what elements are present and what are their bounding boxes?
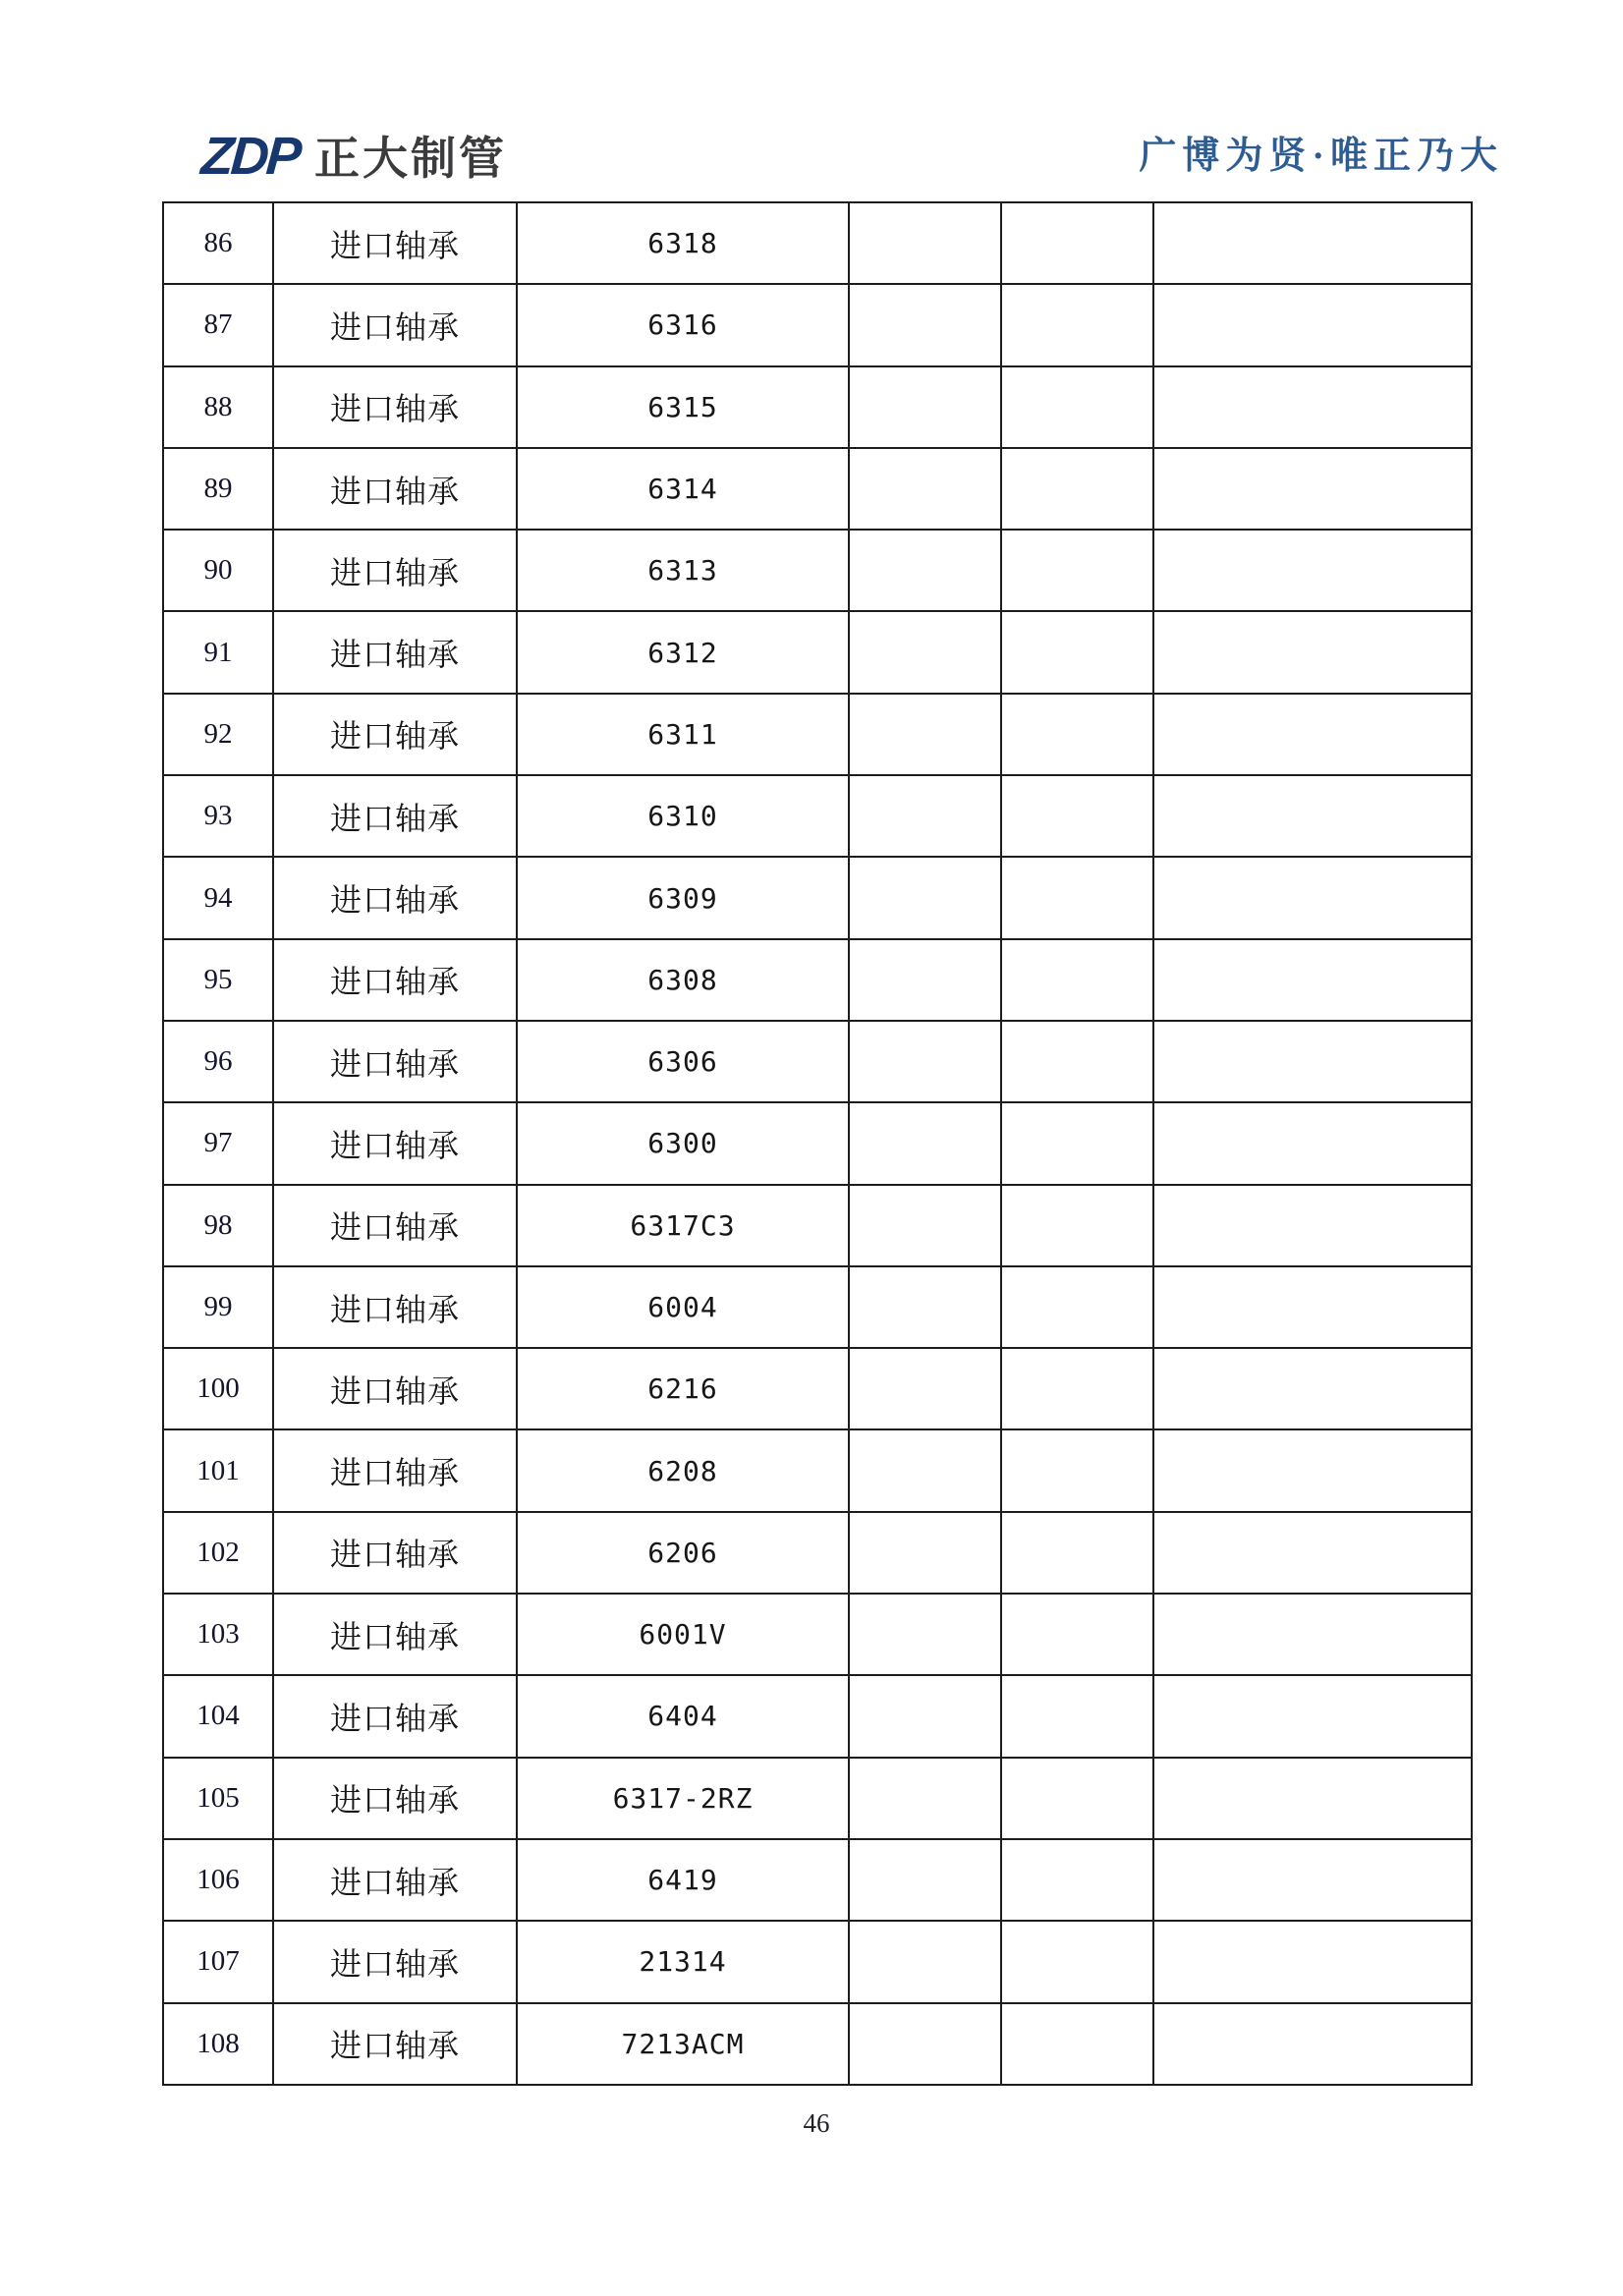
empty-cell: [849, 284, 1001, 365]
table-row: [163, 1512, 1472, 1594]
item-name-cell: 进口轴承: [273, 448, 517, 530]
row-index-cell: 97: [163, 1102, 273, 1184]
row-index-cell: 103: [163, 1594, 273, 1675]
table-row: [163, 202, 1472, 284]
item-name-cell: 进口轴承: [273, 1266, 517, 1348]
empty-cell: [849, 1185, 1001, 1266]
empty-cell: [1001, 1102, 1153, 1184]
empty-cell: [1153, 284, 1472, 365]
row-index-cell: 90: [163, 530, 273, 611]
table-row: [163, 1102, 1472, 1184]
empty-cell: [1001, 1185, 1153, 1266]
empty-cell: [1001, 775, 1153, 857]
model-number-cell: 6315: [517, 366, 849, 448]
model-number-cell: 6309: [517, 857, 849, 938]
item-name-cell: 进口轴承: [273, 1102, 517, 1184]
empty-cell: [1153, 857, 1472, 938]
empty-cell: [1001, 366, 1153, 448]
empty-cell: [1001, 857, 1153, 938]
empty-cell: [1001, 1921, 1153, 2002]
empty-cell: [1001, 202, 1153, 284]
equipment-table: [162, 201, 1473, 2086]
item-name-cell: 进口轴承: [273, 1594, 517, 1675]
empty-cell: [849, 448, 1001, 530]
row-index-cell: 105: [163, 1758, 273, 1839]
table-row: [163, 1594, 1472, 1675]
row-index-cell: 93: [163, 775, 273, 857]
empty-cell: [849, 1921, 1001, 2002]
empty-cell: [849, 366, 1001, 448]
item-name-cell: 进口轴承: [273, 611, 517, 693]
empty-cell: [1153, 611, 1472, 693]
item-name-cell: 进口轴承: [273, 1839, 517, 1921]
table-row: [163, 1758, 1472, 1839]
item-name-cell: 进口轴承: [273, 284, 517, 365]
model-number-cell: 6318: [517, 202, 849, 284]
item-name-cell: 进口轴承: [273, 1429, 517, 1511]
row-index-cell: 92: [163, 694, 273, 775]
table-row: [163, 1348, 1472, 1429]
empty-cell: [849, 1102, 1001, 1184]
page-number: 46: [803, 2108, 830, 2138]
empty-cell: [849, 775, 1001, 857]
item-name-cell: 进口轴承: [273, 694, 517, 775]
empty-cell: [849, 857, 1001, 938]
empty-cell: [849, 1675, 1001, 1757]
item-name-cell: 进口轴承: [273, 366, 517, 448]
model-number-cell: 6308: [517, 939, 849, 1021]
model-number-cell: 6004: [517, 1266, 849, 1348]
model-number-cell: 6419: [517, 1839, 849, 1921]
empty-cell: [1153, 939, 1472, 1021]
table-row: [163, 1266, 1472, 1348]
row-index-cell: 89: [163, 448, 273, 530]
empty-cell: [1153, 1021, 1472, 1102]
empty-cell: [1001, 1758, 1153, 1839]
empty-cell: [849, 202, 1001, 284]
row-index-cell: 88: [163, 366, 273, 448]
page-header: [198, 126, 1503, 187]
empty-cell: [1153, 2003, 1472, 2085]
empty-cell: [1001, 2003, 1153, 2085]
empty-cell: [1001, 1021, 1153, 1102]
model-number-cell: 6001V: [517, 1594, 849, 1675]
empty-cell: [1001, 1594, 1153, 1675]
item-name-cell: 进口轴承: [273, 1021, 517, 1102]
model-number-cell: 6311: [517, 694, 849, 775]
empty-cell: [849, 694, 1001, 775]
empty-cell: [1001, 694, 1153, 775]
empty-cell: [849, 1429, 1001, 1511]
model-number-cell: 6216: [517, 1348, 849, 1429]
model-number-cell: 6314: [517, 448, 849, 530]
model-number-cell: 6300: [517, 1102, 849, 1184]
model-number-cell: 6313: [517, 530, 849, 611]
empty-cell: [1001, 1429, 1153, 1511]
model-number-cell: 6310: [517, 775, 849, 857]
row-index-cell: 101: [163, 1429, 273, 1511]
row-index-cell: 108: [163, 2003, 273, 2085]
row-index-cell: 102: [163, 1512, 273, 1594]
empty-cell: [1153, 202, 1472, 284]
empty-cell: [1153, 775, 1472, 857]
empty-cell: [1001, 448, 1153, 530]
empty-cell: [1153, 1348, 1472, 1429]
empty-cell: [1001, 1675, 1153, 1757]
empty-cell: [849, 1021, 1001, 1102]
empty-cell: [1001, 530, 1153, 611]
empty-cell: [1153, 694, 1472, 775]
item-name-cell: 进口轴承: [273, 202, 517, 284]
table-row: [163, 2003, 1472, 2085]
item-name-cell: 进口轴承: [273, 857, 517, 938]
item-name-cell: 进口轴承: [273, 1675, 517, 1757]
row-index-cell: 99: [163, 1266, 273, 1348]
empty-cell: [1001, 1266, 1153, 1348]
row-index-cell: 86: [163, 202, 273, 284]
empty-cell: [1153, 1512, 1472, 1594]
empty-cell: [849, 1594, 1001, 1675]
table-row: [163, 448, 1472, 530]
model-number-cell: 6312: [517, 611, 849, 693]
row-index-cell: 98: [163, 1185, 273, 1266]
empty-cell: [1153, 1185, 1472, 1266]
item-name-cell: 进口轴承: [273, 1758, 517, 1839]
item-name-cell: 进口轴承: [273, 2003, 517, 2085]
empty-cell: [849, 1758, 1001, 1839]
company-logo: [198, 127, 507, 186]
table-row: [163, 611, 1472, 693]
row-index-cell: 96: [163, 1021, 273, 1102]
empty-cell: [1153, 1102, 1472, 1184]
row-index-cell: 94: [163, 857, 273, 938]
logo-company-name: 正大制管: [314, 133, 507, 184]
model-number-cell: 6317C3: [517, 1185, 849, 1266]
model-number-cell: 6306: [517, 1021, 849, 1102]
row-index-cell: 107: [163, 1921, 273, 2002]
item-name-cell: 进口轴承: [273, 530, 517, 611]
empty-cell: [1153, 1675, 1472, 1757]
table-row: [163, 694, 1472, 775]
equipment-table-body: [163, 202, 1472, 2085]
logo-zdp-text: ZDP: [198, 127, 302, 186]
company-slogan: 广博为贤·唯正乃大: [1139, 136, 1503, 177]
empty-cell: [1001, 611, 1153, 693]
row-index-cell: 87: [163, 284, 273, 365]
empty-cell: [1153, 530, 1472, 611]
empty-cell: [849, 530, 1001, 611]
model-number-cell: 6404: [517, 1675, 849, 1757]
empty-cell: [1001, 284, 1153, 365]
item-name-cell: 进口轴承: [273, 775, 517, 857]
row-index-cell: 106: [163, 1839, 273, 1921]
model-number-cell: 6206: [517, 1512, 849, 1594]
model-number-cell: 6208: [517, 1429, 849, 1511]
row-index-cell: 100: [163, 1348, 273, 1429]
empty-cell: [1153, 1839, 1472, 1921]
empty-cell: [849, 611, 1001, 693]
empty-cell: [849, 1512, 1001, 1594]
empty-cell: [849, 1839, 1001, 1921]
model-number-cell: 21314: [517, 1921, 849, 2002]
item-name-cell: 进口轴承: [273, 939, 517, 1021]
model-number-cell: 7213ACM: [517, 2003, 849, 2085]
table-row: [163, 1839, 1472, 1921]
table-row: [163, 939, 1472, 1021]
empty-cell: [1001, 1512, 1153, 1594]
item-name-cell: 进口轴承: [273, 1348, 517, 1429]
table-row: [163, 775, 1472, 857]
empty-cell: [1153, 1429, 1472, 1511]
table-row: [163, 366, 1472, 448]
empty-cell: [849, 2003, 1001, 2085]
item-name-cell: 进口轴承: [273, 1512, 517, 1594]
table-row: [163, 1675, 1472, 1757]
empty-cell: [1153, 1266, 1472, 1348]
empty-cell: [1153, 1594, 1472, 1675]
model-number-cell: 6317-2RZ: [517, 1758, 849, 1839]
empty-cell: [1153, 1921, 1472, 2002]
table-row: [163, 1429, 1472, 1511]
table-row: [163, 530, 1472, 611]
row-index-cell: 104: [163, 1675, 273, 1757]
table-row: [163, 1185, 1472, 1266]
item-name-cell: 进口轴承: [273, 1921, 517, 2002]
empty-cell: [1001, 1348, 1153, 1429]
row-index-cell: 91: [163, 611, 273, 693]
item-name-cell: 进口轴承: [273, 1185, 517, 1266]
empty-cell: [1153, 366, 1472, 448]
empty-cell: [1153, 448, 1472, 530]
empty-cell: [849, 939, 1001, 1021]
table-row: [163, 284, 1472, 365]
model-number-cell: 6316: [517, 284, 849, 365]
table-row: [163, 857, 1472, 938]
table-row: [163, 1021, 1472, 1102]
row-index-cell: 95: [163, 939, 273, 1021]
empty-cell: [849, 1348, 1001, 1429]
table-row: [163, 1921, 1472, 2002]
empty-cell: [849, 1266, 1001, 1348]
empty-cell: [1153, 1758, 1472, 1839]
empty-cell: [1001, 939, 1153, 1021]
empty-cell: [1001, 1839, 1153, 1921]
